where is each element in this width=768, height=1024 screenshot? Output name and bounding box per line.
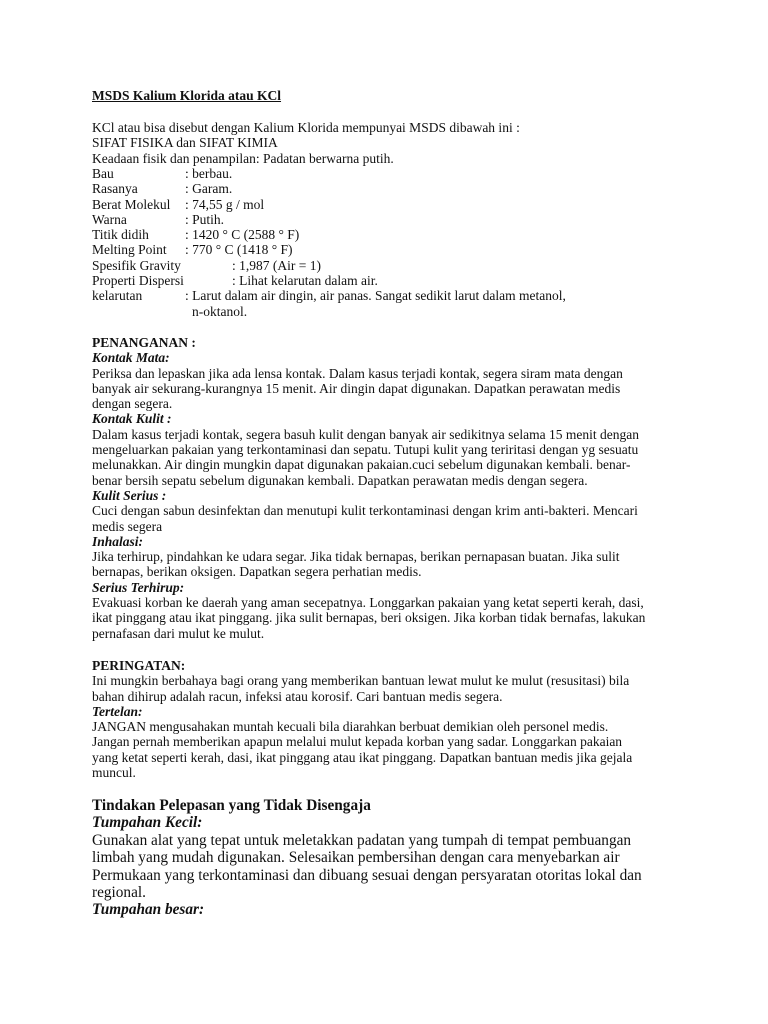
section-heading: PENANGANAN : (92, 335, 196, 350)
paragraph-line: Jika terhirup, pindahkan ke udara segar. Jika tidak bernapas, berikan pernapasan buatan. Jika sulit (92, 549, 620, 565)
paragraph-line: muncul. (92, 765, 136, 781)
paragraph-line: regional. (92, 884, 146, 902)
paragraph-line: Ini mungkin berbahaya bagi orang yang memberikan bantuan lewat mulut ke mulut (resusitasi) bila (92, 673, 630, 689)
property-value: : Larut dalam air dingin, air panas. Sangat sedikit larut dalam metanol, (185, 288, 566, 304)
property-value: : Garam. (185, 181, 233, 197)
intro-line: KCl atau bisa disebut dengan Kalium Klorida mempunyai MSDS dibawah ini : (92, 120, 520, 135)
property-value: : 74,55 g / mol (185, 196, 265, 212)
section-peringatan (92, 658, 692, 780)
subsection-title: Serius Terhirup: (92, 579, 185, 595)
property-label: Warna (92, 211, 127, 227)
property-label: Berat Molekul (92, 196, 171, 212)
paragraph-line: medis segera (92, 518, 163, 534)
subsection-title: Kulit Serius : (92, 487, 167, 503)
section-heading: PERINGATAN: (92, 658, 186, 673)
subsection-title: Tertelan: (92, 703, 143, 719)
property-label: Melting Point (92, 242, 167, 258)
intro-block (92, 120, 520, 166)
property-value: : 1420 ° C (2588 ° F) (185, 227, 300, 243)
section-tindakan (92, 797, 692, 919)
property-label: Spesifik Gravity (92, 257, 181, 273)
subsection-title: Kontak Kulit : (92, 411, 172, 427)
property-label: Rasanya (92, 181, 138, 197)
property-value: : berbau. (185, 166, 233, 181)
property-value: : Putih. (185, 211, 225, 227)
section-penanganan (92, 335, 692, 641)
subsection-title: Tumpahan besar: (92, 901, 205, 919)
paragraph-line: Dalam kasus terjadi kontak, segera basuh kulit dengan banyak air sedikitnya selama 15 menit dengan (92, 426, 639, 442)
paragraph-line: Periksa dan lepaskan jika ada lensa kontak. Dalam kasus terjadi kontak, segera siram mata dengan (92, 365, 623, 381)
subsection-title: Tumpahan Kecil: (92, 814, 203, 832)
paragraph-line: yang ketat seperti kerah, dasi, ikat pinggang atau ikat pinggang. Dapatkan bantuan medis jika gejala (92, 749, 633, 765)
property-value: : Lihat kelarutan dalam air. (232, 273, 378, 289)
intro-line: Keadaan fisik dan penampilan: Padatan berwarna putih. (92, 150, 394, 166)
property-label: Titik didih (92, 227, 149, 243)
paragraph-line: mengeluarkan pakaian yang terkontaminasi dan sepatu. Tutupi kulit yang teriritasi dengan yg sesuatu (92, 442, 639, 458)
property-label: kelarutan (92, 288, 143, 304)
paragraph-line: Gunakan alat yang tepat untuk meletakkan padatan yang tumpah di tempat pembuangan (92, 831, 632, 849)
paragraph-line: limbah yang mudah digunakan. Selesaikan pembersihan dengan cara menyebarkan air (92, 849, 620, 867)
paragraph-line: bernapas, berikan oksigen. Dapatkan segera perhatian medis. (92, 564, 422, 580)
property-label: Properti Dispersi (92, 273, 184, 289)
document-title: MSDS Kalium Klorida atau KCl (92, 88, 282, 103)
property-value: : 770 ° C (1418 ° F) (185, 242, 293, 258)
paragraph-line: pernafasan dari mulut ke mulut. (92, 625, 265, 641)
paragraph-line: bahan dihirup adalah racun, infeksi atau korosif. Cari bantuan medis segera. (92, 688, 503, 704)
paragraph-line: Evakuasi korban ke daerah yang aman secepatnya. Longgarkan pakaian yang ketat seperti kerah, dasi, (92, 595, 644, 611)
paragraph-line: Permukaan yang terkontaminasi dan dibuang sesuai dengan persyaratan otoritas lokal dan (92, 866, 642, 884)
property-value-continuation: n-oktanol. (192, 303, 248, 319)
paragraph-line: banyak air sekurang-kurangnya 15 menit. Air dingin dapat digunakan. Dapatkan perawatan medis (92, 380, 621, 396)
property-label: Bau (92, 166, 114, 181)
paragraph-line: JANGAN mengusahakan muntah kecuali bila diarahkan berbuat demikian oleh personel medis. (92, 719, 609, 735)
paragraph-line: Jangan pernah memberikan apapun melalui mulut kepada korban yang sadar. Longgarkan pakaian (92, 734, 623, 750)
subsection-title: Kontak Mata: (92, 350, 170, 366)
paragraph-line: melunakkan. Air dingin mungkin dapat digunakan pakaian.cuci sebelum digunakan kembali. benar- (92, 457, 631, 473)
paragraph-line: dengan segera. (92, 396, 173, 412)
section-heading: Tindakan Pelepasan yang Tidak Disengaja (92, 797, 371, 814)
subsection-title: Inhalasi: (92, 533, 144, 549)
section-label-physics-chemistry: SIFAT FISIKA dan SIFAT KIMIA (92, 135, 278, 151)
paragraph-line: ikat pinggang atau ikat pinggang. jika sulit bernapas, beri oksigen. Jika korban tidak bernafas, lakukan (92, 610, 646, 626)
paragraph-line: Cuci dengan sabun desinfektan dan menutupi kulit terkontaminasi dengan krim anti-bakteri. Mencari (92, 503, 638, 519)
paragraph-line: benar bersih sepatu sebelum digunakan kembali. Dapatkan perawatan medis dengan segera. (92, 472, 588, 488)
property-value: : 1,987 (Air = 1) (232, 257, 321, 273)
